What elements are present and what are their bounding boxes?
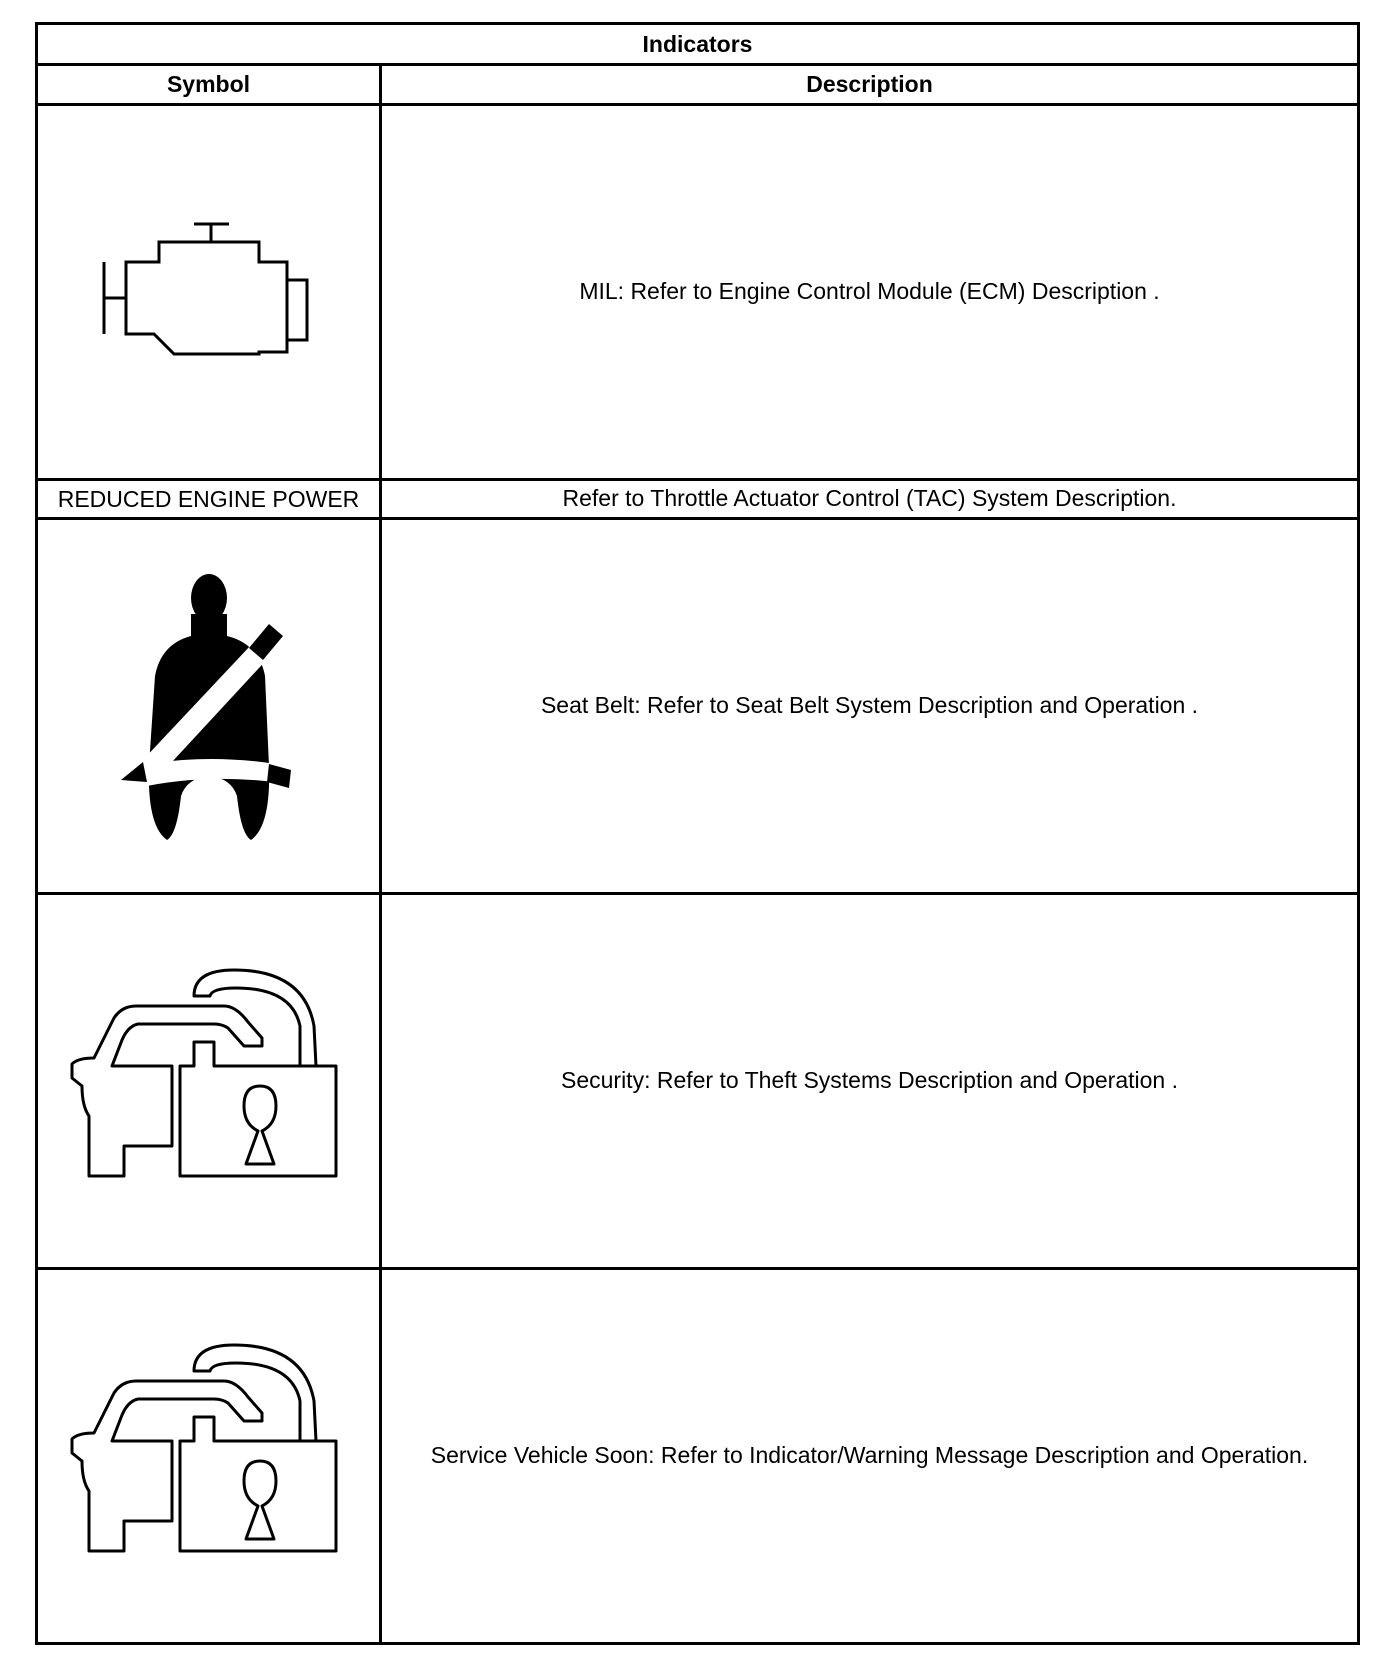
table-row: [37, 480, 1359, 519]
table-title: Indicators: [37, 24, 1359, 65]
seat-belt-icon: [119, 566, 299, 846]
description-header: Description: [381, 65, 1359, 105]
symbol-cell: [37, 1269, 381, 1644]
description-text: Refer to Throttle Actuator Control (TAC) System Description.: [562, 485, 1177, 512]
description-cell: [381, 480, 1359, 519]
description-text: Seat Belt: Refer to Seat Belt System Description and Operation .: [540, 692, 1199, 719]
symbol-cell: [37, 480, 381, 519]
description-cell: [381, 894, 1359, 1269]
symbol-text: REDUCED ENGINE POWER: [57, 485, 360, 512]
table-row: [37, 1269, 1359, 1644]
description-text: Security: Refer to Theft Systems Description and Operation .: [560, 1067, 1178, 1094]
table-row: [37, 894, 1359, 1269]
symbol-cell: [37, 894, 381, 1269]
security-lock-car-icon: [64, 1341, 354, 1571]
table-row: [37, 105, 1359, 480]
symbol-header: Symbol: [37, 65, 381, 105]
table-row: [37, 519, 1359, 894]
description-cell: [381, 1269, 1359, 1644]
symbol-cell: [37, 519, 381, 894]
description-cell: [381, 105, 1359, 480]
security-lock-car-icon: [64, 966, 354, 1196]
description-text: Service Vehicle Soon: Refer to Indicator/Warning Message Description and Operation.: [430, 1442, 1309, 1469]
indicators-table: [35, 22, 1360, 1645]
description-text: MIL: Refer to Engine Control Module (ECM) Description .: [579, 278, 1160, 305]
engine-icon: [99, 220, 319, 365]
symbol-cell: [37, 105, 381, 480]
description-cell: [381, 519, 1359, 894]
